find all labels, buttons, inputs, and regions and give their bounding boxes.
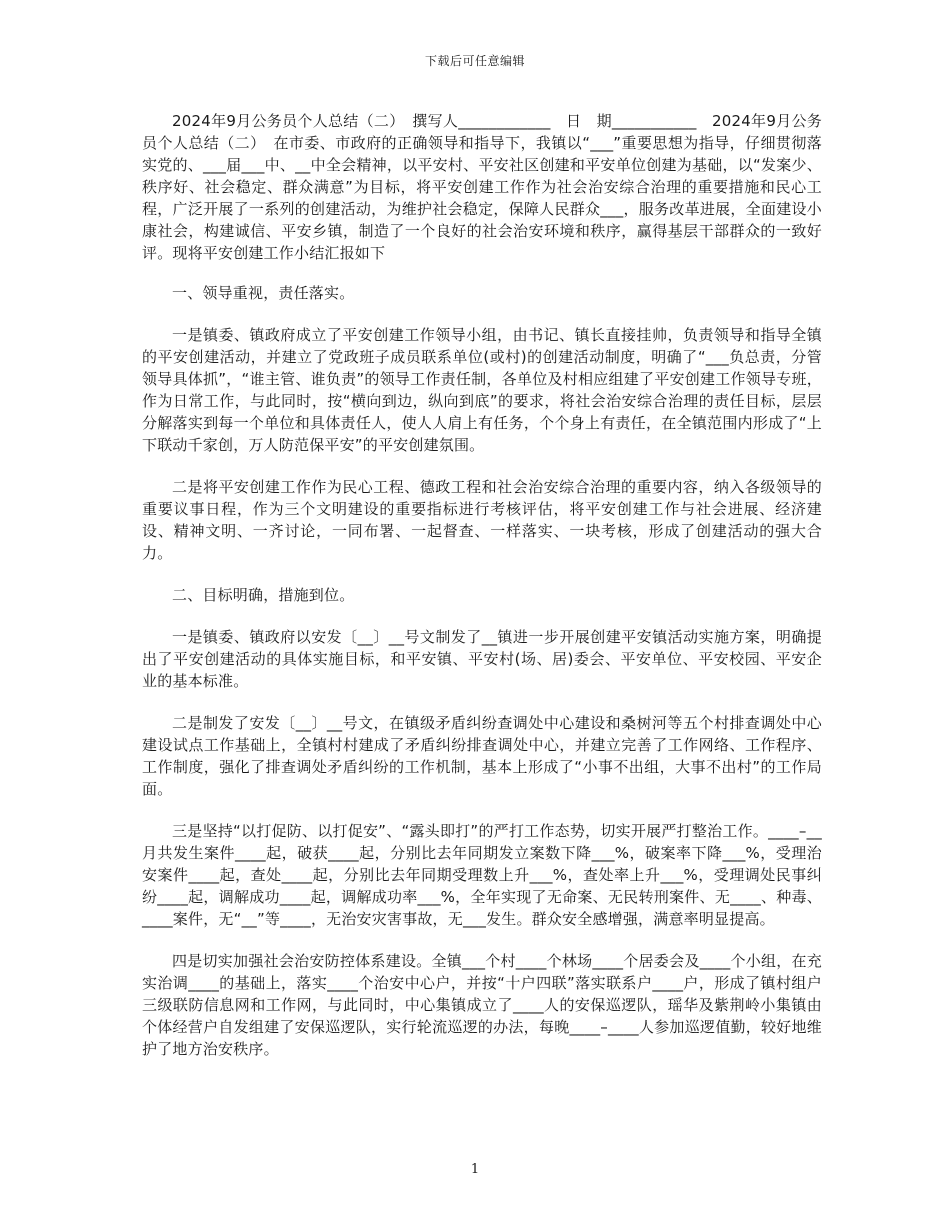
- paragraph-2-1: 一是镇委、镇政府以安发〔__〕__号文制发了__镇进一步开展创建平安镇活动实施方案，明确提出了平安创建活动的具体实施目标，和平安镇、平安村(场、居)委会、平安单位、平安校园、平安企业的基本标准。: [142, 628, 822, 690]
- page-number: 1: [470, 1162, 480, 1177]
- paragraph-2-3: 三是坚持“以打促防、以打促安”、“露头即打”的严打工作态势，切实开展严打整治工作。____–__月共发生案件____起，破获____起，分别比去年同期发立案数下降___%，破案率下降___%，受理治安案件____起，查处____起，分别比去年同期受理数上升___%，查处率上升___%，受理调处民事纠纷____起，调解成功____起，调解成功率___%，全年实现了无命案、无民转刑案件、无____、种毒、____案件，无“__”等____，无治安灾害事故，无___发生。群众安全感增强，满意率明显提高。: [142, 822, 822, 928]
- paragraph-1-2: 二是将平安创建工作作为民心工程、德政工程和社会治安综合治理的重要内容，纳入各级领导的重要议事日程，作为三个文明建设的重要指标进行考核评估，将平安创建工作与社会进展、经济建设、精神文明、一齐讨论，一同布署、一起督查、一样落实、一块考核，形成了创建活动的强大合力。: [142, 478, 822, 562]
- paragraph-intro: 2024年9月公务员个人总结（二） 撰写人____________ 日 期___________ 2024年9月公务员个人总结（二） 在市委、市政府的正确领导和指导下，我镇以“___”重要思想为指导，仔细贯彻落实党的、___届___中、__中全会精神，以平安村、平安社区创建和平安单位创建为基础，以“发案少、秩序好、社会稳定、群众满意”为目标，将平安创建工作作为社会治安综合治理的重要措施和民心工程，广泛开展了一系列的创建活动，为维护社会稳定，保障人民群众___，服务改革进展，全面建设小康社会，构建诚信、平安乡镇，制造了一个良好的社会治安环境和秩序，赢得基层干部群众的一致好评。现将平安创建工作小结汇报如下: [142, 112, 822, 262]
- paragraph-2-4: 四是切实加强社会治安防控体系建设。全镇___个村____个林场____个居委会及____个小组，在充实治调____的基础上，落实____个治安中心户，并按“十户四联”落实联系户____户，形成了镇村组户三级联防信息网和工作网，与此同时，中心集镇成立了____人的安保巡逻队，瑶华及紫荆岭小集镇由个体经营户自发组建了安保巡逻队，实行轮流巡逻的办法，每晚____–____人参加巡逻值勤，较好地维护了地方治安秩序。: [142, 952, 822, 1058]
- document-body: [142, 110, 822, 1080]
- paragraph-1-1: 一是镇委、镇政府成立了平安创建工作领导小组，由书记、镇长直接挂帅，负责领导和指导全镇的平安创建活动，并建立了党政班子成员联系单位(或村)的创建活动制度，明确了“___负总责，分管领导具体抓”，“谁主管、谁负责”的领导工作责任制，各单位及村相应组建了平安创建工作领导专班，作为日常工作，与此同时，按“横向到边，纵向到底”的要求，将社会治安综合治理的责任目标，层层分解落实到每一个单位和具体责任人，使人人肩上有任务，个个身上有责任，在全镇范围内形成了“上下联动千家创，万人防范保平安”的平安创建氛围。: [142, 326, 822, 454]
- page-header-note: 下载后可任意编辑: [424, 54, 525, 68]
- section-heading-1: 一、领导重视，责任落实。: [172, 284, 355, 302]
- section-heading-2: 二、目标明确，措施到位。: [172, 586, 355, 604]
- paragraph-2-2: 二是制发了安发〔__〕__号文，在镇级矛盾纠纷查调处中心建设和桑树河等五个村排查调处中心建设试点工作基础上，全镇村村建成了矛盾纠纷排查调处中心，并建立完善了工作网络、工作程序、工作制度，强化了排查调处矛盾纠纷的工作机制，基本上形成了“小事不出组，大事不出村”的工作局面。: [142, 714, 822, 798]
